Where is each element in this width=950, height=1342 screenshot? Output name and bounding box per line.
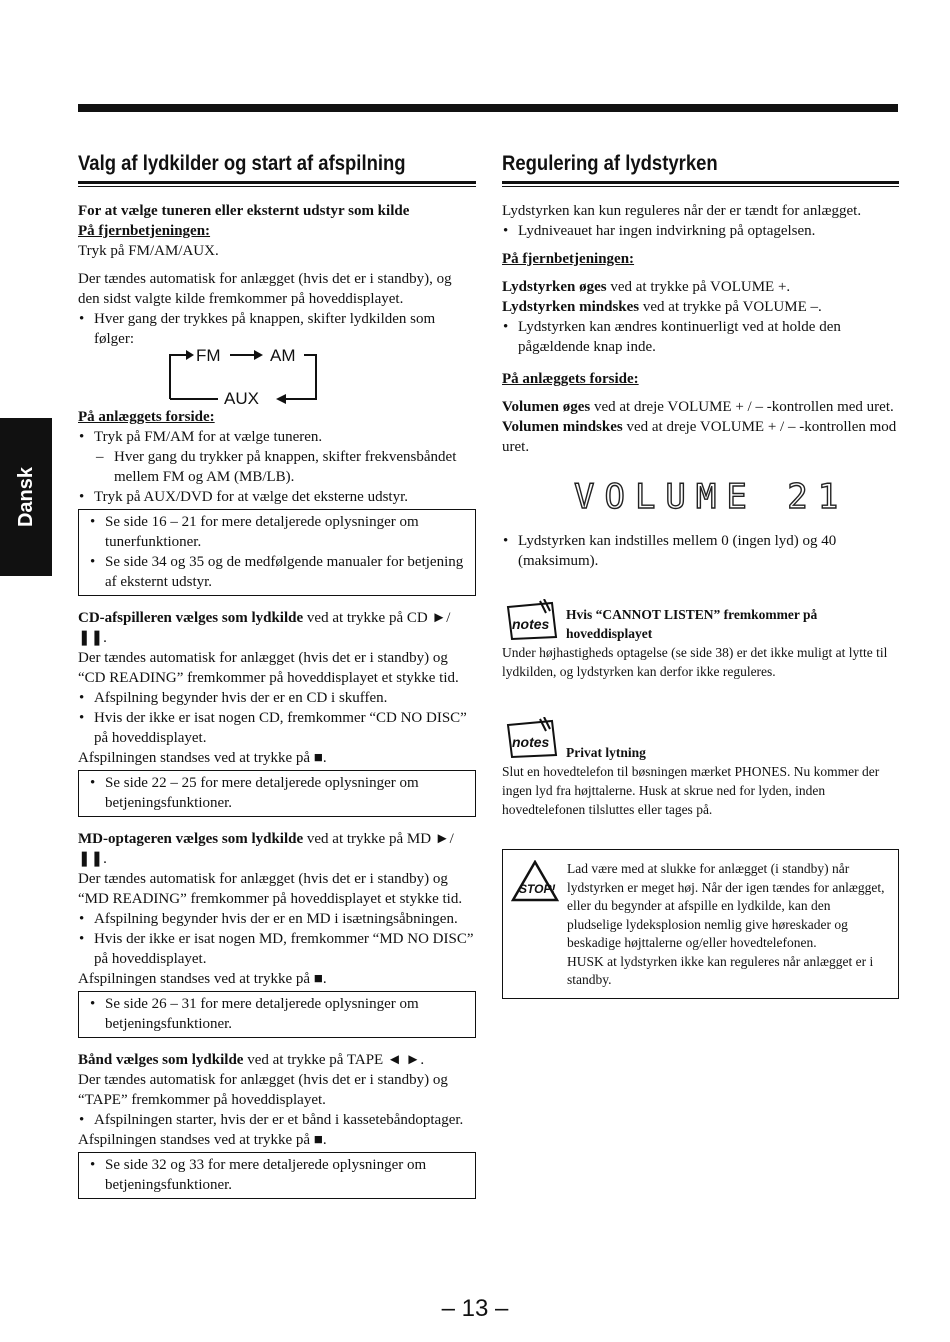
warning-box xyxy=(502,849,899,999)
unit-label: På anlæggets forside: xyxy=(78,409,215,425)
svg-text:STOP!: STOP! xyxy=(519,882,556,896)
stop-warning-icon xyxy=(511,860,559,904)
cd-text: Der tændes automatisk for anlægget (hvis det er i standby) og “CD READING” fremkommer på hoveddisplayet et stykke tid. xyxy=(78,650,459,686)
intro-bold: For at vælge tuneren eller eksternt udstyr som kilde xyxy=(78,203,410,219)
notes-icon xyxy=(502,599,562,641)
svg-text:notes: notes xyxy=(512,616,550,632)
remote-label: På fjernbetjeningen: xyxy=(502,251,635,267)
tape-stop: Afspilningen standses ved at trykke på ■. xyxy=(78,1132,327,1148)
page-number: – 13 – xyxy=(441,1295,509,1322)
unit-item: • Tryk på AUX/DVD for at vælge det eksterne udstyr. xyxy=(78,487,476,507)
diagram-aux: AUX xyxy=(224,389,259,408)
unit-dash-item: – Hver gang du trykker på knappen, skifter frekvensbåndet mellem FM og AM (MB/LB). xyxy=(78,447,476,487)
cd-stop: Afspilningen standses ved at trykke på ■. xyxy=(78,750,327,766)
reference-box xyxy=(78,1152,476,1199)
box-item: • Se side 34 og 35 og de medfølgende manualer for betjening af eksternt udstyr. xyxy=(89,552,467,592)
volume-down-remote: Lydstyrken mindskes ved at trykke på VOLUME –. xyxy=(502,299,822,315)
reference-box xyxy=(78,770,476,817)
svg-text:notes: notes xyxy=(512,734,550,750)
note2-text: Slut en hovedtelefon til bøsningen mærket PHONES. Nu kommer der ingen lyd fra højttalerne. Husk at skrue ned for lyden, inden hovedtelefonen tilsluttes eller tages på. xyxy=(502,764,880,817)
note-cannot-listen xyxy=(502,599,899,681)
note-private-listening xyxy=(502,717,899,819)
box-item: • Se side 22 – 25 for mere detaljerede oplysninger om betjeningsfunktioner. xyxy=(89,773,467,813)
volume-display: VOLUME 21 xyxy=(574,477,849,517)
volume-up-unit: Volumen øges ved at dreje VOLUME + / – -kontrollen med uret. xyxy=(502,399,894,415)
md-stop: Afspilningen standses ved at trykke på ■. xyxy=(78,971,327,987)
diagram-am: AM xyxy=(270,346,296,365)
reference-box xyxy=(78,991,476,1038)
tape-item: • Afspilningen starter, hvis der er et bånd i kassetebåndoptager. xyxy=(78,1110,476,1130)
cd-heading: CD-afspilleren vælges som lydkilde ved at trykke på CD ►/❚❚. xyxy=(78,610,451,646)
language-tab-label: Dansk xyxy=(15,466,37,528)
unit-label: På anlæggets forside: xyxy=(502,371,639,387)
warning-text: Lad være med at slukke for anlægget (i standby) når lydstyrken er meget høj. Når der igen tændes for anlægget, eller du begynder at afspille en lydkilde, kan den pludselige lydeksplosion nemlig give høreskader og beskadige højttalerne og/eller hovedtelefonen. xyxy=(567,861,885,950)
cd-item: • Hvis der ikke er isat nogen CD, fremkommer “CD NO DISC” på hoveddisplayet. xyxy=(78,708,476,748)
md-heading: MD-optageren vælges som lydkilde ved at trykke på MD ►/❚❚. xyxy=(78,831,454,867)
md-text: Der tændes automatisk for anlægget (hvis det er i standby) og “MD READING” fremkommer på hoveddisplayet et stykke tid. xyxy=(78,871,463,907)
each-press-bullet: • Hver gang der trykkes på knappen, skifter lydkilden som følger: xyxy=(78,309,476,349)
range-bullet: • Lydstyrken kan indstilles mellem 0 (ingen lyd) og 40 (maksimum). xyxy=(502,531,899,571)
tape-heading: Bånd vælges som lydkilde ved at trykke på TAPE ◄ ►. xyxy=(78,1052,425,1068)
box-item: • Se side 26 – 31 for mere detaljerede oplysninger om betjeningsfunktioner. xyxy=(89,994,467,1034)
md-item: • Afspilning begynder hvis der er en MD i isætningsåbningen. xyxy=(78,909,476,929)
unit-item: • Tryk på FM/AM for at vælge tuneren. xyxy=(78,427,476,447)
top-rule xyxy=(78,104,898,112)
box-item: • Se side 32 og 33 for mere detaljerede oplysninger om betjeningsfunktioner. xyxy=(89,1155,467,1195)
section-heading-sources: Valg af lydkilder og start af afspilning xyxy=(78,152,406,175)
press-fm: Tryk på FM/AM/AUX. xyxy=(78,243,219,259)
volume-up-remote: Lydstyrken øges ved at trykke på VOLUME +. xyxy=(502,279,791,295)
section-heading-volume: Regulering af lydstyrken xyxy=(502,152,718,175)
note2-title: Privat lytning xyxy=(566,745,646,760)
notes-icon xyxy=(502,717,562,759)
volume-intro-bullet: • Lydniveauet har ingen indvirkning på optagelsen. xyxy=(502,221,899,241)
note1-text: Under højhastigheds optagelse (se side 38) er det ikke muligt at lytte til lydkilden, og lydstyrken kan derfor ikke reguleres. xyxy=(502,645,888,679)
md-item: • Hvis der ikke er isat nogen MD, fremkommer “MD NO DISC” på hoveddisplayet. xyxy=(78,929,476,969)
diagram-fm: FM xyxy=(196,346,221,365)
cd-item: • Afspilning begynder hvis der er en CD i skuffen. xyxy=(78,688,476,708)
remote-label: På fjernbetjeningen: xyxy=(78,223,211,239)
volume-intro: Lydstyrken kan kun reguleres når der er tændt for anlægget. xyxy=(502,203,862,219)
box-item: • Se side 16 – 21 for mere detaljerede oplysninger om tunerfunktioner. xyxy=(89,512,467,552)
source-cycle-diagram xyxy=(168,346,328,408)
auto-on-text: Der tændes automatisk for anlægget (hvis det er i standby), og den sidst valgte kilde fremkommer på hoveddisplayet. xyxy=(78,271,452,307)
warning-text-2: HUSK at lydstyrken ikke kan reguleres når anlægget er i standby. xyxy=(567,953,874,987)
left-column xyxy=(78,150,476,1211)
language-tab xyxy=(0,418,52,576)
note1-title: Hvis “CANNOT LISTEN” fremkommer på hoveddisplayet xyxy=(566,607,818,641)
volume-down-unit: Volumen mindskes ved at dreje VOLUME + / – -kontrollen mod uret. xyxy=(502,419,897,455)
remote-bullet: • Lydstyrken kan ændres kontinuerligt ved at holde den pågældende knap inde. xyxy=(502,317,899,357)
tape-text: Der tændes automatisk for anlægget (hvis det er i standby) og “TAPE” fremkommer på hoveddisplayet. xyxy=(78,1072,448,1108)
right-column xyxy=(502,150,899,999)
reference-box xyxy=(78,509,476,596)
